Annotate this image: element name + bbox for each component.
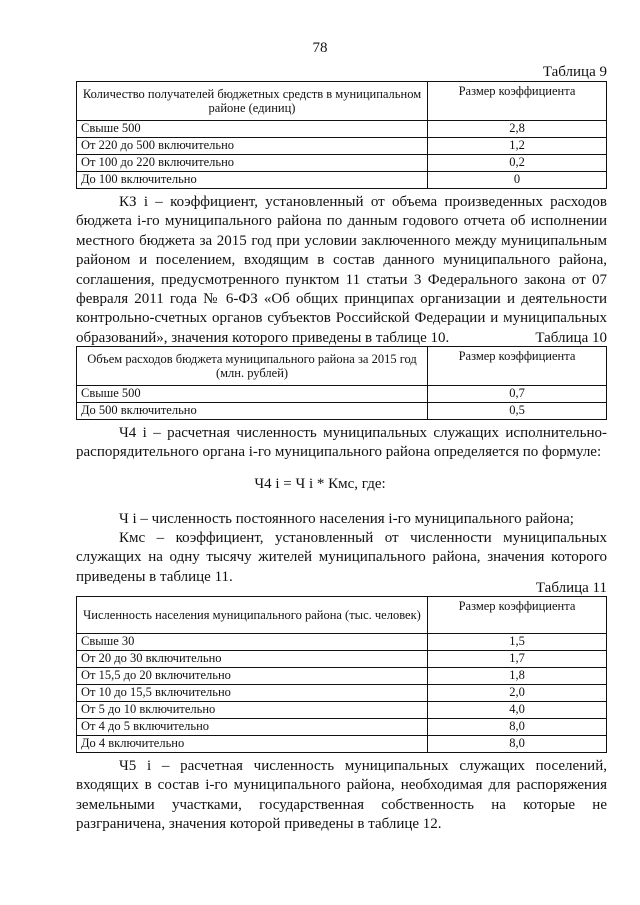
table-header-row <box>77 347 607 386</box>
table-cell: 0,7 <box>428 386 607 403</box>
table-row <box>77 121 607 138</box>
table-row <box>77 685 607 702</box>
table-header-row <box>77 597 607 634</box>
table11-label: Таблица 11 <box>535 580 607 596</box>
formula: Ч4 i = Ч i * Кмс, где: <box>254 476 386 492</box>
table-row <box>77 138 607 155</box>
table-header-cell: Объем расходов бюджета муниципального района за 2015 год (млн. рублей) <box>77 347 428 386</box>
table-cell: От 10 до 15,5 включительно <box>77 685 428 702</box>
table-cell: Свыше 30 <box>77 634 428 651</box>
table-cell: 1,5 <box>428 634 607 651</box>
table-cell: 2,0 <box>428 685 607 702</box>
table9-label: Таблица 9 <box>542 64 607 80</box>
table-row <box>77 386 607 403</box>
table-header-cell: Размер коэффициента <box>428 82 607 121</box>
table-header-cell: Размер коэффициента <box>428 347 607 386</box>
table-header-cell: Количество получателей бюджетных средств в муниципальном районе (единиц) <box>77 82 428 121</box>
table-cell: 0,2 <box>428 155 607 172</box>
table-cell: 1,7 <box>428 651 607 668</box>
table-cell: 8,0 <box>428 719 607 736</box>
table-cell: 8,0 <box>428 736 607 753</box>
table-cell: 1,8 <box>428 668 607 685</box>
table-header-cell: Численность населения муниципального района (тыс. человек) <box>77 597 428 634</box>
table-header-cell: Размер коэффициента <box>428 597 607 634</box>
table-row <box>77 702 607 719</box>
table-header-row <box>77 82 607 121</box>
paragraph-chi: Ч i – численность постоянного населения i-го муниципального района; <box>119 511 574 527</box>
table-row <box>77 403 607 420</box>
table-cell: От 220 до 500 включительно <box>77 138 428 155</box>
table-cell: От 20 до 30 включительно <box>77 651 428 668</box>
table-cell: 0 <box>428 172 607 189</box>
paragraph-ch5: Ч5 i – расчетная численность муниципальных служащих поселений, входящих в состав i-го муниципального района, необходимая для распоряжения земельными участками, государственная собственность на которые не разграничена, значения которой приведены в таблице 12. <box>76 758 607 833</box>
table-cell: До 500 включительно <box>77 403 428 420</box>
table-cell: От 4 до 5 включительно <box>77 719 428 736</box>
paragraph-kms: Кмс – коэффициент, установленный от численности муниципальных служащих на одну тысячу жителей муниципального района, значения которого приведены в таблице 11. <box>76 530 607 585</box>
table-cell: До 4 включительно <box>77 736 428 753</box>
table-row <box>77 634 607 651</box>
table-cell: От 100 до 220 включительно <box>77 155 428 172</box>
table-cell: 4,0 <box>428 702 607 719</box>
table9 <box>76 81 607 189</box>
table-cell: От 5 до 10 включительно <box>77 702 428 719</box>
table-cell: 2,8 <box>428 121 607 138</box>
table10 <box>76 346 607 420</box>
table-cell: До 100 включительно <box>77 172 428 189</box>
paragraph-ch4: Ч4 i – расчетная численность муниципальных служащих исполнительно-распорядительного органа i-го муниципального района определяется по формуле: <box>76 425 607 461</box>
table-row <box>77 736 607 753</box>
table11 <box>76 596 607 753</box>
page-number: 78 <box>312 40 328 56</box>
table10-label: Таблица 10 <box>535 330 607 346</box>
table-cell: 1,2 <box>428 138 607 155</box>
table-cell: 0,5 <box>428 403 607 420</box>
table-cell: От 15,5 до 20 включительно <box>77 668 428 685</box>
table-row <box>77 719 607 736</box>
paragraph-k3: КЗ i – коэффициент, установленный от объема произведенных расходов бюджета i-го муниципального района по данным годового отчета об исполнении местного бюджета за 2015 год при условии заключенного между муниципальным районом и поселением, входящим в состав данного муниципального района, соглашения, предусмотренного пунктом 11 статьи 3 Федерального закона от 07 февраля 2011 года № 6-ФЗ «Об общих принципах организации и деятельности контрольно-счетных органов субъектов Российской Федерации и муниципальных образований», значения которого приведены в таблице 10. <box>76 194 607 346</box>
table-row <box>77 668 607 685</box>
table-row <box>77 651 607 668</box>
table-row <box>77 172 607 189</box>
table-row <box>77 155 607 172</box>
table-cell: Свыше 500 <box>77 386 428 403</box>
table-cell: Свыше 500 <box>77 121 428 138</box>
